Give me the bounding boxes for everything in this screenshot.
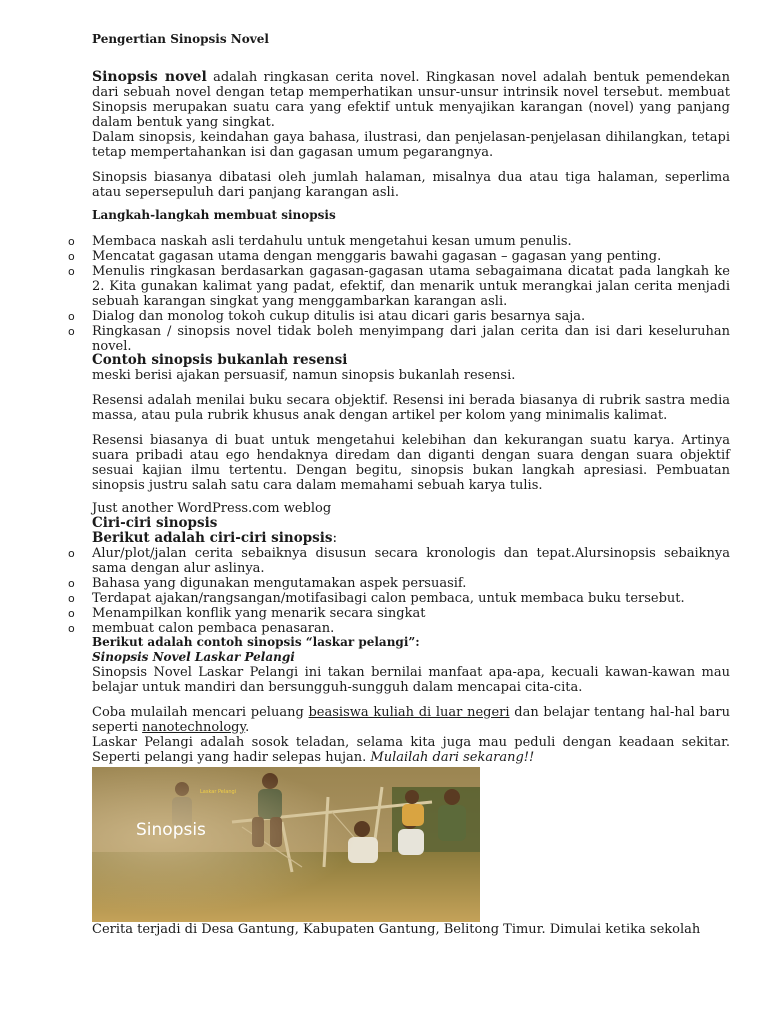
ciri-heading: Ciri-ciri sinopsis bbox=[92, 515, 218, 531]
laskar-pelangi-image bbox=[92, 767, 480, 922]
resensi-line: meski berisi ajakan persuasif, namun sinopsis bukanlah resensi. bbox=[92, 368, 516, 383]
example-paragraph-2: Coba mulailah mencari peluang beasiswa kuliah di luar negeri dan belajar tentang hal-hal baru seperti nanotechnology. bbox=[92, 705, 730, 735]
list-item: o Bahasa yang digunakan mengutamakan aspek persuasif. bbox=[92, 576, 730, 591]
scholarship-link[interactable]: beasiswa kuliah di luar negeri bbox=[308, 705, 510, 720]
example-heading: Berikut adalah contoh sinopsis “laskar pelangi”: bbox=[92, 635, 420, 649]
list-item: o Membaca naskah asli terdahulu untuk mengetahui kesan umum penulis. bbox=[92, 234, 730, 249]
ciri-list bbox=[92, 546, 730, 636]
closing-line: Cerita terjadi di Desa Gantung, Kabupaten Gantung, Belitong Timur. Dimulai ketika sekolah bbox=[92, 922, 701, 937]
intro-section bbox=[92, 70, 730, 200]
list-item: o Alur/plot/jalan cerita sebaiknya disusun secara kronologis dan tepat.Alursinopsis sebaiknya sama dengan alur aslinya. bbox=[92, 546, 730, 576]
resensi-paragraph-1: Resensi adalah menilai buku secara objektif. Resensi ini berada biasanya di rubrik sastra media massa, atau pula rubrik khusus anak dengan artikel per kolom yang minimalis kalimat. bbox=[92, 393, 730, 423]
list-item: o Menampilkan konflik yang menarik secara singkat bbox=[92, 606, 730, 621]
ciri-subheading: Berikut adalah ciri-ciri sinopsis: bbox=[92, 530, 338, 546]
resensi-heading: Contoh sinopsis bukanlah resensi bbox=[92, 352, 348, 368]
intro-paragraph-3: Sinopsis biasanya dibatasi oleh jumlah halaman, misalnya dua atau tiga halaman, seperlima atau sepersepuluh dari panjang karangan asli. bbox=[92, 170, 730, 200]
blog-tagline: Just another WordPress.com weblog bbox=[92, 501, 332, 516]
image-logo: Laskar Pelangi bbox=[200, 789, 237, 795]
list-item: o membuat calon pembaca penasaran. bbox=[92, 621, 730, 636]
steps-section bbox=[92, 208, 730, 354]
ciri-section bbox=[92, 501, 730, 636]
list-item: o Mencatat gagasan utama dengan menggaris bawahi gagasan – gagasan yang penting. bbox=[92, 249, 730, 264]
list-item: o Dialog dan monolog tokoh cukup ditulis isi atau dicari garis besarnya saja. bbox=[92, 309, 730, 324]
image-caption: Sinopsis bbox=[136, 820, 206, 840]
resensi-paragraph-2: Resensi biasanya di buat untuk mengetahui kelebihan dan kekurangan suatu karya. Artinya suara pribadi atau ego hendaknya diredam dan diganti dengan suara dengan suara objektif sesuai kajian ilmu tertentu. Dengan begitu, sinopsis bukan langkah apresiasi. Pembuatan sinopsis justru salah satu cara dalam memahami sebuah karya tulis. bbox=[92, 433, 730, 493]
intro-paragraph-2: Dalam sinopsis, keindahan gaya bahasa, ilustrasi, dan penjelasan-penjelasan dihilangkan, tetapi tetap mempertahankan isi dan gagasan umum pegarangnya. bbox=[92, 130, 730, 160]
example-paragraph-3: Laskar Pelangi adalah sosok teladan, selama kita juga mau peduli dengan keadaan sekitar. Seperti pelangi yang hadir selepas hujan. Mulailah dari sekarang!! bbox=[92, 735, 730, 765]
steps-heading: Langkah-langkah membuat sinopsis bbox=[92, 208, 336, 222]
intro-paragraph: Sinopsis novel adalah ringkasan cerita novel. Ringkasan novel adalah bentuk pemendekan dari sebuah novel dengan tetap memperhatikan unsur-unsur intrinsik novel tersebut. membuat Sinopsis merupakan suatu cara yang efektif untuk menyajikan karangan (novel) yang panjang dalam bentuk yang singkat. bbox=[92, 69, 730, 130]
nanotechnology-link[interactable]: nanotechnology bbox=[142, 720, 246, 735]
example-subheading: Sinopsis Novel Laskar Pelangi bbox=[92, 650, 295, 664]
example-paragraph-1: Sinopsis Novel Laskar Pelangi ini takan bernilai manfaat apa-apa, kecuali kawan-kawan mau belajar untuk mandiri dan bersungguh-sungguh dalam mencapai cita-cita. bbox=[92, 665, 730, 695]
resensi-section bbox=[92, 353, 730, 493]
list-item: o Terdapat ajakan/rangsangan/motifasibagi calon pembaca, untuk membaca buku tersebut. bbox=[92, 591, 730, 606]
page-title: Pengertian Sinopsis Novel bbox=[92, 32, 269, 46]
example-section bbox=[92, 635, 730, 765]
photo-illustration bbox=[92, 767, 480, 922]
list-item: o Menulis ringkasan berdasarkan gagasan-gagasan utama sebagaimana dicatat pada langkah ke 2. Kita gunakan kalimat yang padat, efektif, dan menarik untuk merangkai jalan cerita menjadi sebuah karangan singkat yang menggambarkan karangan asli. bbox=[92, 264, 730, 309]
list-item: o Ringkasan / sinopsis novel tidak boleh menyimpang dari jalan cerita dan isi dari keseluruhan novel. bbox=[92, 324, 730, 354]
steps-list bbox=[92, 234, 730, 354]
